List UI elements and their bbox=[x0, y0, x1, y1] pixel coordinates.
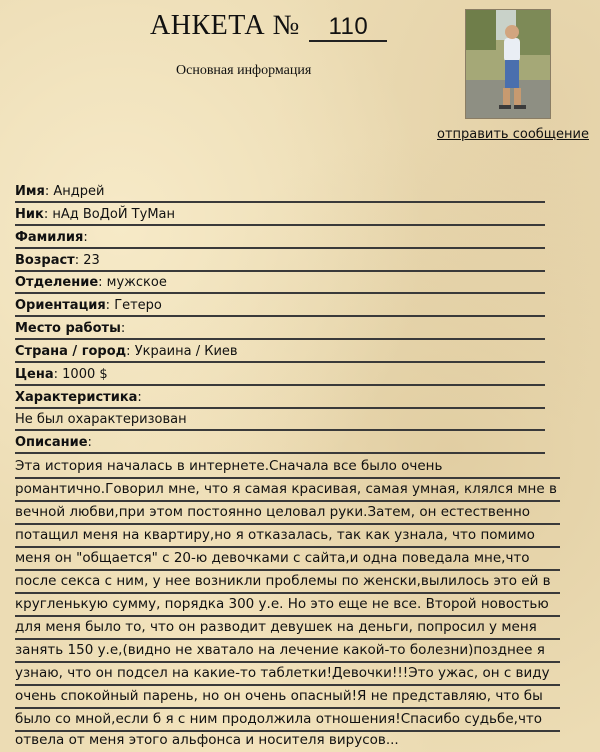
field-label: Имя bbox=[15, 184, 45, 199]
field-label: Описание bbox=[15, 435, 88, 450]
divider bbox=[15, 477, 560, 479]
page-title bbox=[150, 10, 387, 42]
divider bbox=[15, 569, 560, 571]
description-line: меня он "общается" с 20-ю девочками с сайта,и одна поведала мне,что bbox=[15, 550, 530, 566]
description-line: занять 150 у.е,(видно не хватало на лечение какой-то болезни)позднее я bbox=[15, 642, 545, 658]
divider bbox=[15, 224, 545, 226]
description-line: для меня было то, что он разводит девушек на деньги, попросил у меня bbox=[15, 619, 537, 635]
description-line: потащил меня на квартиру,но я отказалась, так как узнала, что помимо bbox=[15, 527, 535, 543]
field-label: Ориентация bbox=[15, 298, 106, 313]
send-message-link[interactable]: отправить сообщение bbox=[437, 127, 589, 142]
divider bbox=[15, 270, 545, 272]
field-surname: Фамилия: bbox=[15, 230, 88, 245]
title-prefix: АНКЕТА № bbox=[150, 10, 300, 41]
divider bbox=[15, 707, 560, 709]
field-label: Страна / город bbox=[15, 344, 127, 359]
field-nick: Ник: нАд ВоДоЙ ТуМан bbox=[15, 207, 175, 222]
field-label: Отделение bbox=[15, 275, 99, 290]
field-label: Место работы bbox=[15, 321, 121, 336]
field-value: 1000 $ bbox=[62, 367, 108, 382]
divider bbox=[15, 361, 545, 363]
field-value: Андрей bbox=[53, 184, 105, 199]
divider bbox=[15, 429, 545, 431]
divider bbox=[15, 661, 560, 663]
field-characteristic: Характеристика: bbox=[15, 390, 142, 405]
divider bbox=[15, 592, 560, 594]
description-line: отвела от меня этого альфонса и носителя вирусов... bbox=[15, 732, 399, 748]
description-line: после секса с ним, у нее возникли проблемы по женски,вылилось это ей в bbox=[15, 573, 551, 589]
field-value: 23 bbox=[83, 253, 100, 268]
field-orientation: Ориентация: Гетеро bbox=[15, 298, 162, 313]
field-value: нАд ВоДоЙ ТуМан bbox=[52, 207, 175, 222]
divider bbox=[15, 638, 560, 640]
divider bbox=[15, 615, 560, 617]
characteristic-text: Не был охарактеризован bbox=[15, 412, 187, 427]
description-line: вечной любви,при этом постоянно целовал руки.Затем, он естественно bbox=[15, 504, 531, 520]
field-workplace: Место работы: bbox=[15, 321, 126, 336]
divider bbox=[15, 500, 560, 502]
section-subtitle: Основная информация bbox=[176, 63, 312, 78]
field-description: Описание: bbox=[15, 435, 92, 450]
profile-photo-image bbox=[466, 10, 550, 118]
field-value: мужское bbox=[106, 275, 167, 290]
field-label: Фамилия bbox=[15, 230, 84, 245]
field-label: Цена bbox=[15, 367, 54, 382]
field-value: Гетеро bbox=[114, 298, 162, 313]
divider bbox=[15, 292, 545, 294]
divider bbox=[15, 523, 560, 525]
divider bbox=[15, 546, 560, 548]
description-line: романтично.Говорил мне, что я самая красивая, самая умная, клялся мне в bbox=[15, 481, 557, 497]
field-age: Возраст: 23 bbox=[15, 253, 100, 268]
field-country-city: Страна / город: Украина / Киев bbox=[15, 344, 238, 359]
divider bbox=[15, 201, 545, 203]
description-line: кругленькую сумму, порядка 300 у.е. Но это еще не все. Второй новостью bbox=[15, 596, 549, 612]
description-line: Эта история началась в интернете.Сначала все было очень bbox=[15, 458, 443, 474]
field-label: Ник bbox=[15, 207, 44, 222]
divider bbox=[15, 384, 545, 386]
description-line: было со мной,если б я с ним продолжила отношения!Спасибо судьбе,что bbox=[15, 711, 543, 727]
divider bbox=[15, 338, 545, 340]
field-label: Характеристика bbox=[15, 390, 138, 405]
divider bbox=[15, 407, 545, 409]
field-value: Украина / Киев bbox=[134, 344, 238, 359]
field-price: Цена: 1000 $ bbox=[15, 367, 108, 382]
description-line: очень спокойный парень, но он очень опасный!Я не представляю, что бы bbox=[15, 688, 543, 704]
description-line: узнаю, что он подсел на какие-то таблетки!Девочки!!!Это ужас, он с виду bbox=[15, 665, 550, 681]
divider bbox=[15, 315, 545, 317]
divider bbox=[15, 247, 545, 249]
field-label: Возраст bbox=[15, 253, 75, 268]
field-name: Имя: Андрей bbox=[15, 184, 105, 199]
profile-photo[interactable] bbox=[465, 9, 551, 119]
field-department: Отделение: мужское bbox=[15, 275, 167, 290]
divider bbox=[15, 684, 560, 686]
divider bbox=[15, 452, 545, 454]
profile-number: 110 bbox=[309, 14, 387, 42]
